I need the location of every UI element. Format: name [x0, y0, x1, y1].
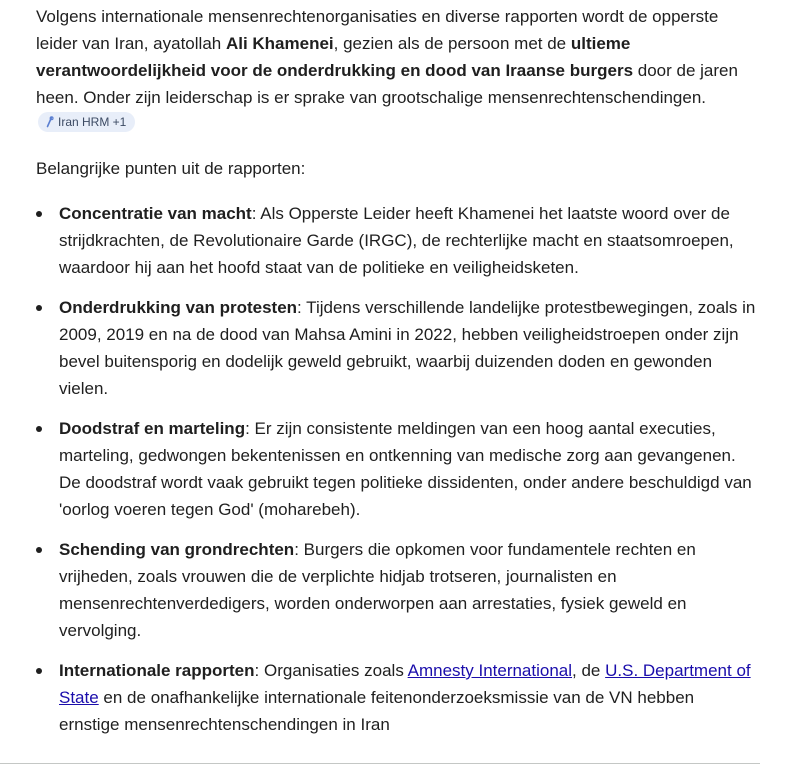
item-text: , de	[572, 661, 606, 680]
state-department-link[interactable]: U.S. Department of State	[59, 661, 751, 707]
list-item	[36, 536, 756, 644]
item-title: Concentratie van macht	[59, 204, 252, 223]
amnesty-link[interactable]: Amnesty International	[407, 661, 573, 680]
list-item	[36, 415, 756, 523]
item-title: Doodstraf en marteling	[59, 419, 246, 438]
item-text: : Burgers die opkomen voor fundamentele rechten en vrijheden, zoals vrouwen die de verplichte hidjab trotseren, journalisten en mensenrechtenverdedigers, worden onderworpen aan arrestaties, fysiek geweld en vervolging.	[59, 540, 696, 640]
item-text: : Organisaties zoals	[254, 661, 408, 680]
answer-content	[36, 3, 756, 751]
list-item	[36, 200, 756, 281]
source-chip[interactable]	[38, 112, 135, 132]
bullet-icon	[36, 547, 42, 553]
intro-text-2: , gezien als de persoon met de	[333, 34, 571, 53]
source-chip-label: Iran HRM +1	[58, 115, 127, 129]
item-text: en de onafhankelijke internationale feitenonderzoeksmissie van de VN hebben ernstige mensenrechtenschendingen in Iran	[59, 688, 695, 734]
intro-bold-responsibility: ultieme verantwoordelijkheid voor de onderdrukking en dood van Iraanse burgers	[36, 34, 634, 80]
intro-text-3: door de jaren heen. Onder zijn leiderschap is er sprake van grootschalige mensenrechtenschendingen.	[36, 61, 738, 107]
list-heading: Belangrijke punten uit de rapporten:	[36, 159, 306, 178]
bullet-icon	[36, 426, 42, 432]
item-text: : Er zijn consistente meldingen van een hoog aantal executies, marteling, gedwongen bekentenissen en ontkenning van medische zorg aan gevangenen. De doodstraf wordt vaak gebruikt tegen politieke dissidenten, onder andere beschuldigd van 'oorlog voeren tegen God' (moharebeh).	[59, 419, 752, 519]
item-title: Schending van grondrechten	[59, 540, 295, 559]
bullet-icon	[36, 211, 42, 217]
intro-paragraph	[36, 3, 756, 138]
intro-text-1: Volgens internationale mensenrechtenorganisaties en diverse rapporten wordt de opperste leider van Iran, ayatollah	[36, 7, 719, 53]
link-icon	[45, 116, 54, 128]
key-points-list	[36, 200, 756, 738]
item-title: Onderdrukking van protesten	[59, 298, 298, 317]
bullet-icon	[36, 668, 42, 674]
item-text: : Als Opperste Leider heeft Khamenei het laatste woord over de strijdkrachten, de Revolutionaire Garde (IRGC), de rechterlijke macht en staatsomroepen, waardoor hij aan het hoofd staat van de politieke en veiligheidsketen.	[59, 204, 734, 277]
bottom-divider	[0, 763, 760, 764]
intro-bold-name: Ali Khamenei	[225, 34, 334, 53]
bullet-icon	[36, 305, 42, 311]
list-item	[36, 294, 756, 402]
list-item	[36, 657, 756, 738]
item-text: : Tijdens verschillende landelijke protestbewegingen, zoals in 2009, 2019 en na de dood van Mahsa Amini in 2022, hebben veiligheidstroepen onder zijn bevel buitensporig en dodelijk geweld gebruikt, waarbij duizenden doden en gewonden vielen.	[59, 298, 756, 398]
item-title: Internationale rapporten	[59, 661, 255, 680]
